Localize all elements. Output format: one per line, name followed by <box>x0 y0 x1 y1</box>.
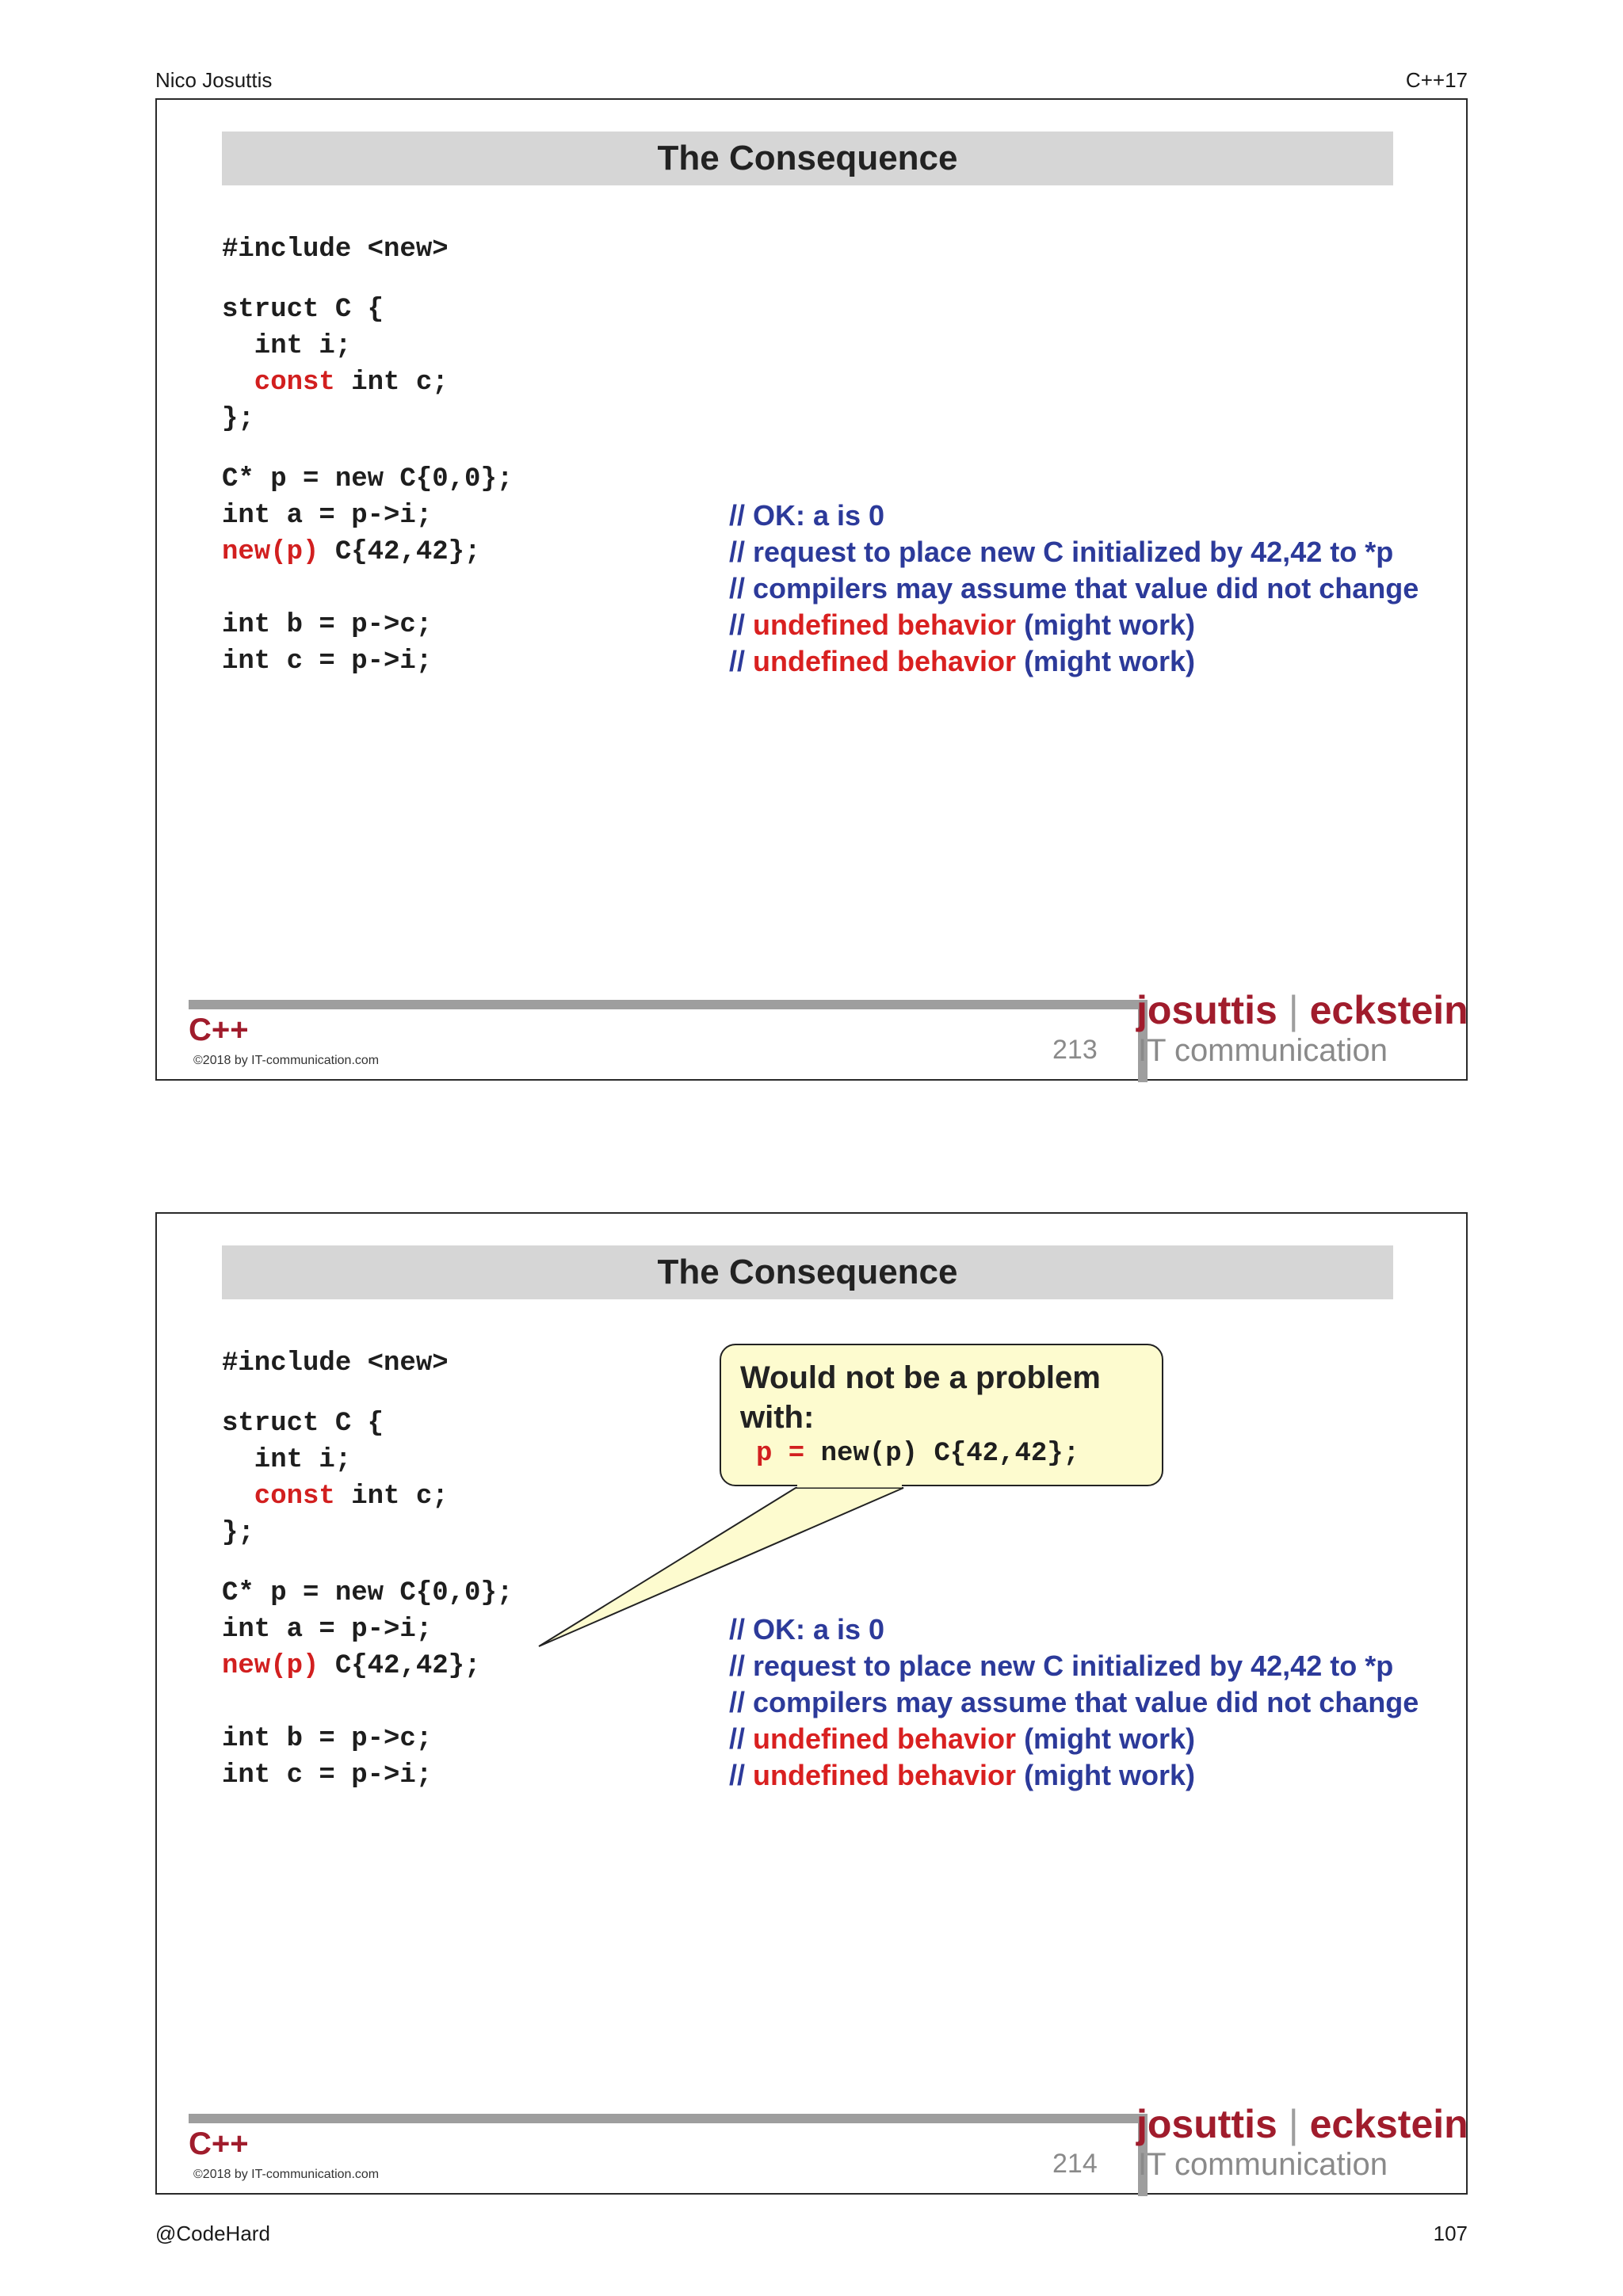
code-line-member-i: int i; <box>222 1445 352 1475</box>
callout-text: Would not be a problem with: <box>740 1360 1101 1435</box>
placement-new-text: C{42,42}; <box>319 1651 481 1681</box>
page-footer-handle: @CodeHard <box>155 2222 270 2245</box>
comment-5: // undefined behavior (might work) <box>729 645 1196 677</box>
slide-214 <box>155 1212 1468 2195</box>
const-keyword: const <box>222 1482 335 1512</box>
code-line-struct-open: struct C { <box>222 1409 384 1439</box>
code-line-include: #include <new> <box>222 235 449 265</box>
comment-4: // undefined behavior (might work) <box>729 1722 1196 1755</box>
code-line-struct-open: struct C { <box>222 295 384 325</box>
slide-title: The Consequence <box>657 139 958 177</box>
comment-1: // OK: a is 0 <box>729 1613 885 1646</box>
code-line-struct-close: }; <box>222 404 254 434</box>
comment-2: // request to place new C initialized by 42,42 to *p <box>729 1650 1394 1682</box>
undefined-behavior-label: undefined behavior <box>753 645 1017 677</box>
placement-new-text: C{42,42}; <box>319 537 481 567</box>
slide-213 <box>155 98 1468 1081</box>
comment-1: // OK: a is 0 <box>729 499 885 532</box>
comment-5: // undefined behavior (might work) <box>729 1759 1196 1791</box>
undefined-behavior-label: undefined behavior <box>753 1722 1017 1755</box>
footer-copyright: ©2018 by IT-communication.com <box>193 1054 380 1067</box>
josuttis-eckstein-logo: josuttis | eckstein <box>1136 2102 1468 2146</box>
member-c-text: int c; <box>334 1482 449 1512</box>
code-line-read-b: int b = p->c; <box>222 610 433 640</box>
placement-new-keyword: new(p) <box>222 537 319 567</box>
footer-bar <box>189 1000 1148 1009</box>
undefined-behavior-label: undefined behavior <box>753 608 1017 641</box>
code-line-read-c: int c = p->i; <box>222 1760 433 1791</box>
footer-cpp-logo: C++ <box>189 1013 249 1047</box>
callout-pointer-mask <box>157 1214 1469 2196</box>
slide-title-bar <box>222 132 1393 185</box>
code-line-read-c: int c = p->i; <box>222 646 433 677</box>
slide-page-number: 214 <box>1052 2149 1098 2179</box>
comment-3: // compilers may assume that value did not change <box>729 572 1419 605</box>
footer-bar <box>189 2114 1148 2123</box>
code-line-read-a: int a = p->i; <box>222 501 433 531</box>
footer-cpp-logo: C++ <box>189 2126 249 2161</box>
page-footer-number: 107 <box>1433 2222 1468 2245</box>
code-line-read-b: int b = p->c; <box>222 1724 433 1754</box>
logo-subtitle: IT communication <box>1138 2147 1388 2182</box>
code-line-struct-close: }; <box>222 1518 254 1548</box>
logo-subtitle: IT communication <box>1138 1033 1388 1068</box>
josuttis-eckstein-logo: josuttis | eckstein <box>1136 988 1468 1032</box>
callout-code-rest: new(p) C{42,42}; <box>804 1439 1080 1469</box>
slide-page-number: 213 <box>1052 1035 1098 1065</box>
member-c-text: int c; <box>334 368 449 398</box>
comment-3: // compilers may assume that value did not change <box>729 1686 1419 1718</box>
code-line-alloc: C* p = new C{0,0}; <box>222 1578 514 1608</box>
undefined-behavior-label: undefined behavior <box>753 1759 1017 1791</box>
header-author: Nico Josuttis <box>155 68 273 92</box>
comment-2: // request to place new C initialized by 42,42 to *p <box>729 536 1394 568</box>
code-line-read-a: int a = p->i; <box>222 1615 433 1645</box>
code-line-alloc: C* p = new C{0,0}; <box>222 464 514 494</box>
const-keyword: const <box>222 368 335 398</box>
slide-title: The Consequence <box>657 1253 958 1291</box>
code-line-member-c <box>222 364 449 401</box>
code-line-placement-new <box>222 534 480 570</box>
callout-code-assign: p = <box>756 1439 805 1469</box>
code-line-include: #include <new> <box>222 1348 449 1379</box>
placement-new-keyword: new(p) <box>222 1651 319 1681</box>
comment-4: // undefined behavior (might work) <box>729 608 1196 641</box>
footer-copyright: ©2018 by IT-communication.com <box>193 2168 380 2181</box>
code-line-member-i: int i; <box>222 331 352 361</box>
header-topic: C++17 <box>1405 68 1468 92</box>
